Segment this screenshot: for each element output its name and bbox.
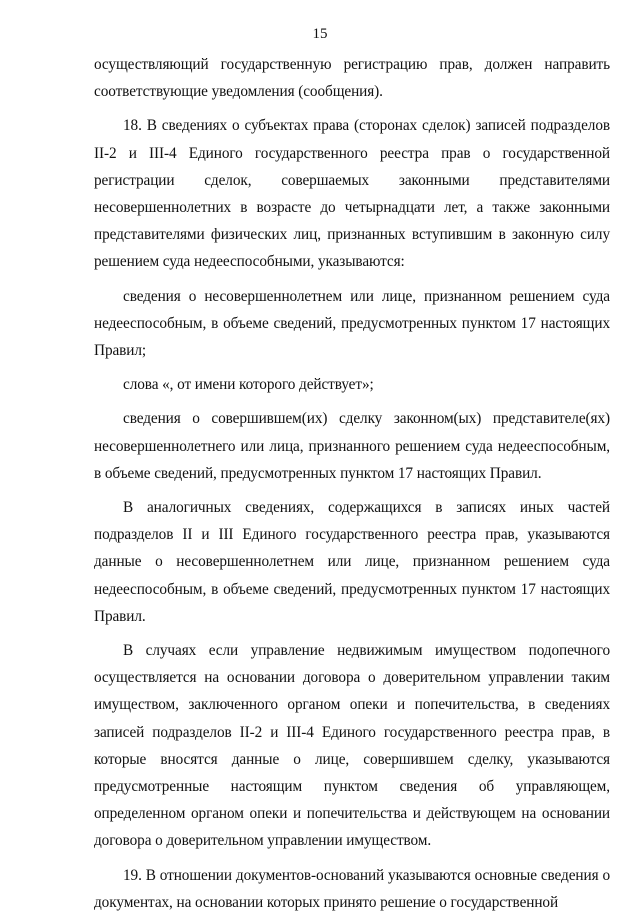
paragraph-continuation: осуществляющий государственную регистрацию прав, должен направить соответствующие уведомления (сообщения). [94, 56, 610, 101]
paragraph-item-19: 19. В отношении документов-оснований указываются основные сведения о документах, на основании которых принято решение о государственной [94, 866, 610, 911]
paragraph-words-phrase: слова «, от имени которого действует»; [123, 376, 374, 394]
document-body [94, 51, 610, 923]
paragraph-similar-records: В аналогичных сведениях, содержащихся в записях иных частей подразделов II и III Единого государственного реестра прав, указываются данные о несовершеннолетнем или лице, признанном решением суда недееспособным, в объеме сведений, предусмотренных пунктом 17 настоящих Правил. [94, 499, 610, 625]
paragraph-trust-management: В случаях если управление недвижимым имуществом подопечного осуществляется на основании договора о доверительном управлении таким имуществом, заключенного органом опеки и попечительства, в сведениях записей подразделов II-2 и III-4 Единого государственного реестра прав, в которые вносятся данные о лице, совершившем сделку, указываются предусмотренные настоящим пунктом сведения об управляющем, определенном органом опеки и попечительства и действующем на основании договора о доверительном управлении имуществом. [94, 642, 610, 850]
paragraph-item-18: 18. В сведениях о субъектах права (сторонах сделок) записей подразделов II-2 и III-4 Единого государственного реестра прав о государственной регистрации сделок, совершаемых законными представителями несовершеннолетних в возрасте до четырнадцати лет, а также законными представителями физических лиц, признанных вступившим в законную силу решением суда недееспособными, указываются: [94, 117, 610, 271]
paragraph-minor-info: сведения о несовершеннолетнем или лице, признанном решением суда недееспособным, в объеме сведений, предусмотренных пунктом 17 настоящих Правил; [94, 287, 610, 360]
paragraph-representatives-info: сведения о совершившем(их) сделку законном(ых) представителе(ях) несовершеннолетнего или лица, признанного решением суда недееспособным, в объеме сведений, предусмотренных пунктом 17 настоящих Правил. [94, 410, 610, 482]
page-number: 15 [312, 26, 328, 42]
